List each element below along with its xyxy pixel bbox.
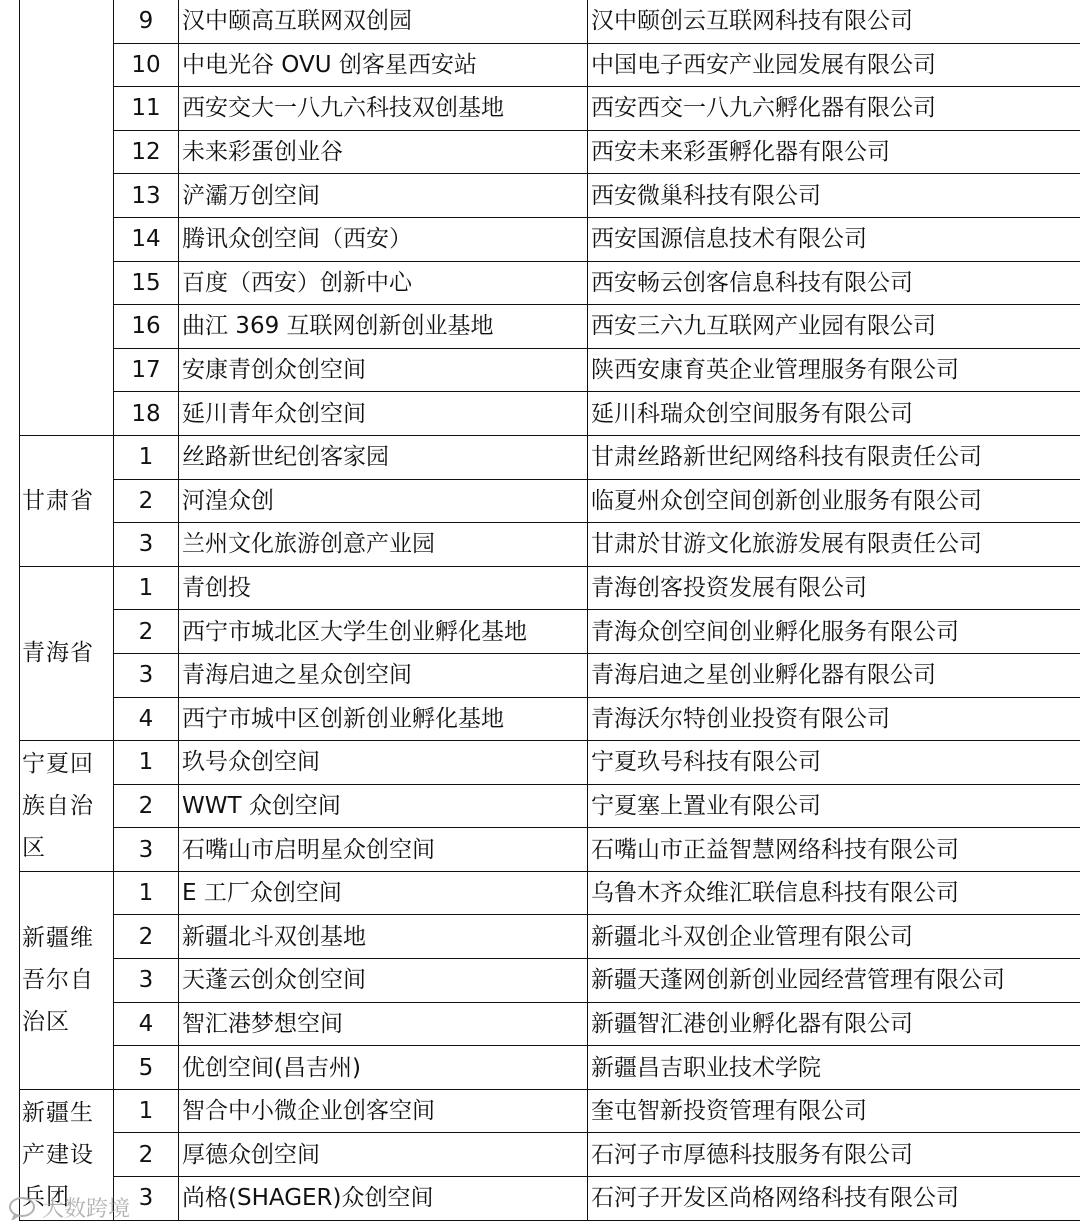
table-row xyxy=(20,348,1080,392)
table-row xyxy=(20,871,1080,915)
index-cell: 2 xyxy=(114,784,179,828)
index-cell: 1 xyxy=(114,435,179,479)
space-name-cell: E 工厂众创空间 xyxy=(179,871,588,915)
space-name-cell: 西安交大一八九六科技双创基地 xyxy=(179,87,588,131)
index-cell: 18 xyxy=(114,392,179,436)
table-row xyxy=(20,0,1080,43)
space-name-cell: 新疆北斗双创基地 xyxy=(179,915,588,959)
operator-cell: 延川科瑞众创空间服务有限公司 xyxy=(588,392,1080,436)
space-name-cell: 安康青创众创空间 xyxy=(179,348,588,392)
operator-cell: 西安国源信息技术有限公司 xyxy=(588,217,1080,261)
space-name-cell: 厚德众创空间 xyxy=(179,1133,588,1177)
space-name-cell: 玖号众创空间 xyxy=(179,741,588,785)
table-row xyxy=(20,1133,1080,1177)
table-row xyxy=(20,87,1080,131)
table-row xyxy=(20,130,1080,174)
operator-cell: 陕西安康育英企业管理服务有限公司 xyxy=(588,348,1080,392)
operator-cell: 新疆北斗双创企业管理有限公司 xyxy=(588,915,1080,959)
index-cell: 1 xyxy=(114,871,179,915)
operator-cell: 石河子开发区尚格网络科技有限公司 xyxy=(588,1177,1080,1221)
space-name-cell: 西宁市城北区大学生创业孵化基地 xyxy=(179,610,588,654)
space-name-cell: 浐灞万创空间 xyxy=(179,174,588,218)
table-row xyxy=(20,828,1080,872)
index-cell: 3 xyxy=(114,959,179,1003)
index-cell: 4 xyxy=(114,1002,179,1046)
table-row xyxy=(20,784,1080,828)
index-cell: 2 xyxy=(114,1133,179,1177)
table-row xyxy=(20,43,1080,87)
index-cell: 11 xyxy=(114,87,179,131)
space-name-cell: 汉中颐高互联网双创园 xyxy=(179,0,588,43)
table-row xyxy=(20,261,1080,305)
operator-cell: 乌鲁木齐众维汇联信息科技有限公司 xyxy=(588,871,1080,915)
space-name-cell: 智合中小微企业创客空间 xyxy=(179,1089,588,1133)
operator-cell: 青海创客投资发展有限公司 xyxy=(588,566,1080,610)
table-row xyxy=(20,1002,1080,1046)
operator-cell: 临夏州众创空间创新创业服务有限公司 xyxy=(588,479,1080,523)
table-row xyxy=(20,566,1080,610)
operator-cell: 石嘴山市正益智慧网络科技有限公司 xyxy=(588,828,1080,872)
operator-cell: 宁夏塞上置业有限公司 xyxy=(588,784,1080,828)
space-name-cell: 西宁市城中区创新创业孵化基地 xyxy=(179,697,588,741)
operator-cell: 奎屯智新投资管理有限公司 xyxy=(588,1089,1080,1133)
operator-cell: 西安畅云创客信息科技有限公司 xyxy=(588,261,1080,305)
province-cell xyxy=(20,0,114,435)
operator-cell: 新疆天蓬网创新创业园经营管理有限公司 xyxy=(588,959,1080,1003)
chat-bubble-icon xyxy=(8,1196,36,1220)
operator-cell: 新疆昌吉职业技术学院 xyxy=(588,1046,1080,1090)
index-cell: 13 xyxy=(114,174,179,218)
operator-cell: 汉中颐创云互联网科技有限公司 xyxy=(588,0,1080,43)
index-cell: 1 xyxy=(114,1089,179,1133)
space-name-cell: 优创空间(昌吉州) xyxy=(179,1046,588,1090)
operator-cell: 宁夏玖号科技有限公司 xyxy=(588,741,1080,785)
index-cell: 2 xyxy=(114,610,179,654)
index-cell: 3 xyxy=(114,1177,179,1221)
space-name-cell: 中电光谷 OVU 创客星西安站 xyxy=(179,43,588,87)
index-cell: 12 xyxy=(114,130,179,174)
table-row xyxy=(20,217,1080,261)
index-cell: 1 xyxy=(114,566,179,610)
index-cell: 16 xyxy=(114,305,179,349)
index-cell: 2 xyxy=(114,915,179,959)
space-name-cell: 兰州文化旅游创意产业园 xyxy=(179,523,588,567)
operator-cell: 新疆智汇港创业孵化器有限公司 xyxy=(588,1002,1080,1046)
province-cell: 甘肃省 xyxy=(20,435,114,566)
index-cell: 1 xyxy=(114,741,179,785)
index-cell: 14 xyxy=(114,217,179,261)
watermark xyxy=(8,1192,130,1223)
index-cell: 3 xyxy=(114,653,179,697)
table-row xyxy=(20,741,1080,785)
space-name-cell: 智汇港梦想空间 xyxy=(179,1002,588,1046)
space-name-cell: 未来彩蛋创业谷 xyxy=(179,130,588,174)
table-row xyxy=(20,305,1080,349)
index-cell: 2 xyxy=(114,479,179,523)
operator-cell: 西安西交一八九六孵化器有限公司 xyxy=(588,87,1080,131)
index-cell: 15 xyxy=(114,261,179,305)
table-row xyxy=(20,523,1080,567)
space-name-cell: 青创投 xyxy=(179,566,588,610)
index-cell: 17 xyxy=(114,348,179,392)
index-cell: 3 xyxy=(114,523,179,567)
space-name-cell: 曲江 369 互联网创新创业基地 xyxy=(179,305,588,349)
operator-cell: 西安三六九互联网产业园有限公司 xyxy=(588,305,1080,349)
space-name-cell: 石嘴山市启明星众创空间 xyxy=(179,828,588,872)
index-cell: 3 xyxy=(114,828,179,872)
incubator-table xyxy=(19,0,1080,1221)
table-row xyxy=(20,610,1080,654)
table-row xyxy=(20,697,1080,741)
table-row xyxy=(20,653,1080,697)
index-cell: 5 xyxy=(114,1046,179,1090)
watermark-text: 大数跨境 xyxy=(42,1197,131,1222)
table-row xyxy=(20,1046,1080,1090)
space-name-cell: WWT 众创空间 xyxy=(179,784,588,828)
table-row xyxy=(20,479,1080,523)
table-row xyxy=(20,1177,1080,1221)
province-cell: 青海省 xyxy=(20,566,114,740)
space-name-cell: 青海启迪之星众创空间 xyxy=(179,653,588,697)
province-cell: 新疆维吾尔自治区 xyxy=(20,871,114,1089)
operator-cell: 石河子市厚德科技服务有限公司 xyxy=(588,1133,1080,1177)
table-row xyxy=(20,959,1080,1003)
operator-cell: 青海启迪之星创业孵化器有限公司 xyxy=(588,653,1080,697)
operator-cell: 西安未来彩蛋孵化器有限公司 xyxy=(588,130,1080,174)
space-name-cell: 延川青年众创空间 xyxy=(179,392,588,436)
space-name-cell: 丝路新世纪创客家园 xyxy=(179,435,588,479)
space-name-cell: 天蓬云创众创空间 xyxy=(179,959,588,1003)
table-body xyxy=(20,0,1080,1220)
index-cell: 10 xyxy=(114,43,179,87)
operator-cell: 甘肃於甘游文化旅游发展有限责任公司 xyxy=(588,523,1080,567)
space-name-cell: 腾讯众创空间（西安） xyxy=(179,217,588,261)
table-row xyxy=(20,1089,1080,1133)
space-name-cell: 百度（西安）创新中心 xyxy=(179,261,588,305)
operator-cell: 甘肃丝路新世纪网络科技有限责任公司 xyxy=(588,435,1080,479)
province-cell: 宁夏回族自治区 xyxy=(20,741,114,872)
operator-cell: 西安微巢科技有限公司 xyxy=(588,174,1080,218)
space-name-cell: 尚格(SHAGER)众创空间 xyxy=(179,1177,588,1221)
table-row xyxy=(20,435,1080,479)
table-row xyxy=(20,915,1080,959)
operator-cell: 青海众创空间创业孵化服务有限公司 xyxy=(588,610,1080,654)
operator-cell: 中国电子西安产业园发展有限公司 xyxy=(588,43,1080,87)
table-row xyxy=(20,392,1080,436)
index-cell: 9 xyxy=(114,0,179,43)
table-row xyxy=(20,174,1080,218)
space-name-cell: 河湟众创 xyxy=(179,479,588,523)
operator-cell: 青海沃尔特创业投资有限公司 xyxy=(588,697,1080,741)
index-cell: 4 xyxy=(114,697,179,741)
province-cell: 新疆生产建设兵团 xyxy=(20,1089,114,1220)
